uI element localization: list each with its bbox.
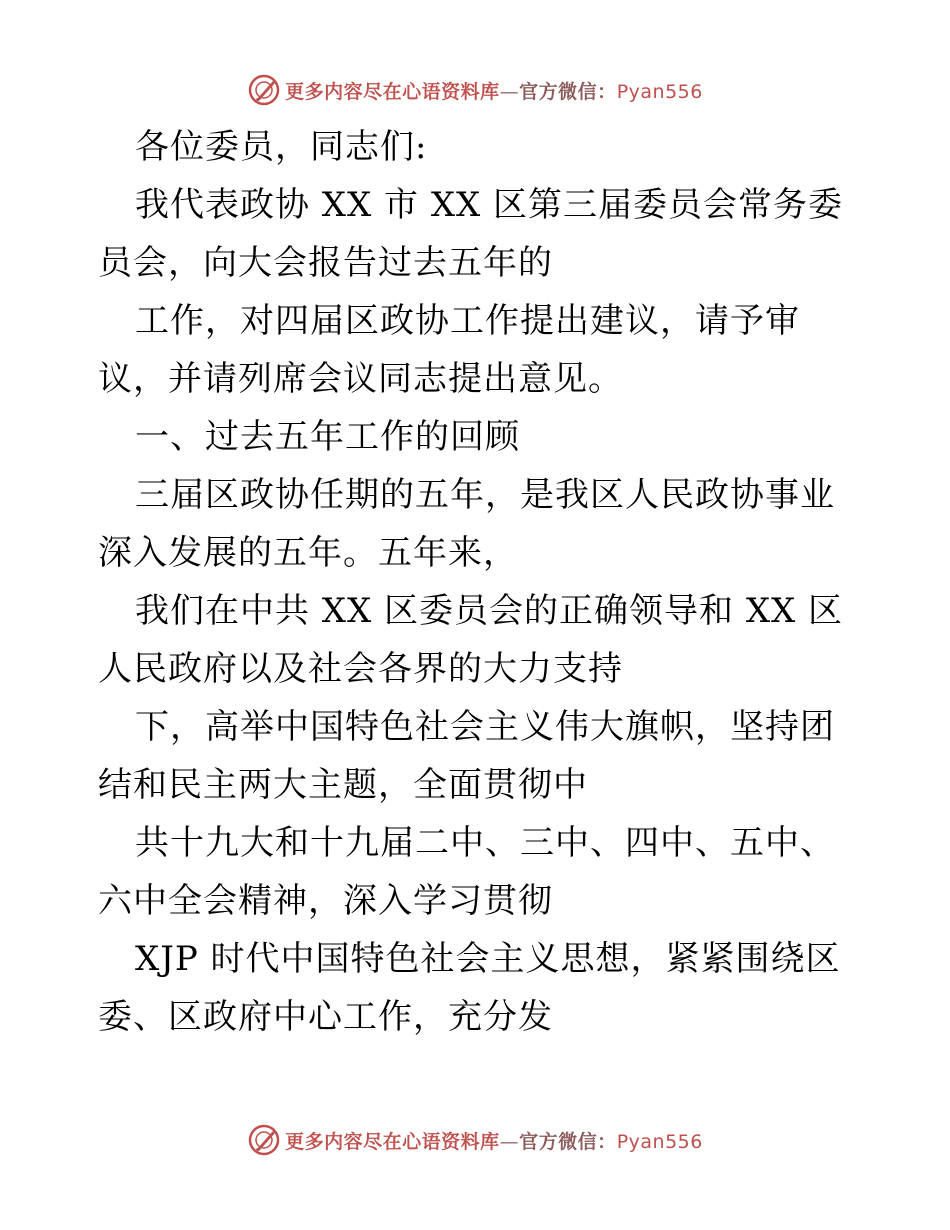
section-heading: 一、过去五年工作的回顾 (135, 417, 520, 457)
footer-banner-dash: — (499, 1130, 520, 1153)
footer-banner (0, 1120, 950, 1160)
paragraph: 工作，对四届区政协工作提出建议，请予审议，并请列席会议同志提出意见。 (98, 301, 800, 399)
header-banner-sub: 官方微信： (519, 80, 617, 103)
header-banner-dash: — (499, 80, 520, 103)
header-banner (0, 70, 950, 110)
footer-banner-text (285, 1127, 703, 1154)
paragraph: 三届区政协任期的五年，是我区人民政协事业深入发展的五年。五年来， (98, 475, 835, 573)
pen-logo-icon (247, 1123, 281, 1157)
footer-banner-main: 更多内容尽在心语资料库 (285, 1130, 500, 1153)
pen-logo-icon (247, 73, 281, 107)
header-banner-main: 更多内容尽在心语资料库 (285, 80, 500, 103)
paragraph: 下，高举中国特色社会主义伟大旗帜，坚持团结和民主两大主题，全面贯彻中 (98, 707, 835, 805)
header-banner-text (285, 77, 703, 104)
document-body (98, 118, 858, 1046)
paragraph: 我们在中共 XX 区委员会的正确领导和 XX 区人民政府以及社会各界的大力支持 (98, 591, 844, 689)
footer-banner-sub: 官方微信： (519, 1130, 617, 1153)
paragraph: XJP 时代中国特色社会主义思想，紧紧围绕区委、区政府中心工作，充分发 (98, 939, 841, 1037)
paragraph-greeting: 各位委员，同志们: (135, 127, 428, 167)
paragraph: 共十九大和十九届二中、三中、四中、五中、六中全会精神，深入学习贯彻 (98, 823, 835, 921)
paragraph: 我代表政协 XX 市 XX 区第三届委员会常务委员会，向大会报告过去五年的 (98, 185, 844, 283)
header-banner-id: Pyan556 (616, 80, 703, 103)
footer-banner-id: Pyan556 (616, 1130, 703, 1153)
